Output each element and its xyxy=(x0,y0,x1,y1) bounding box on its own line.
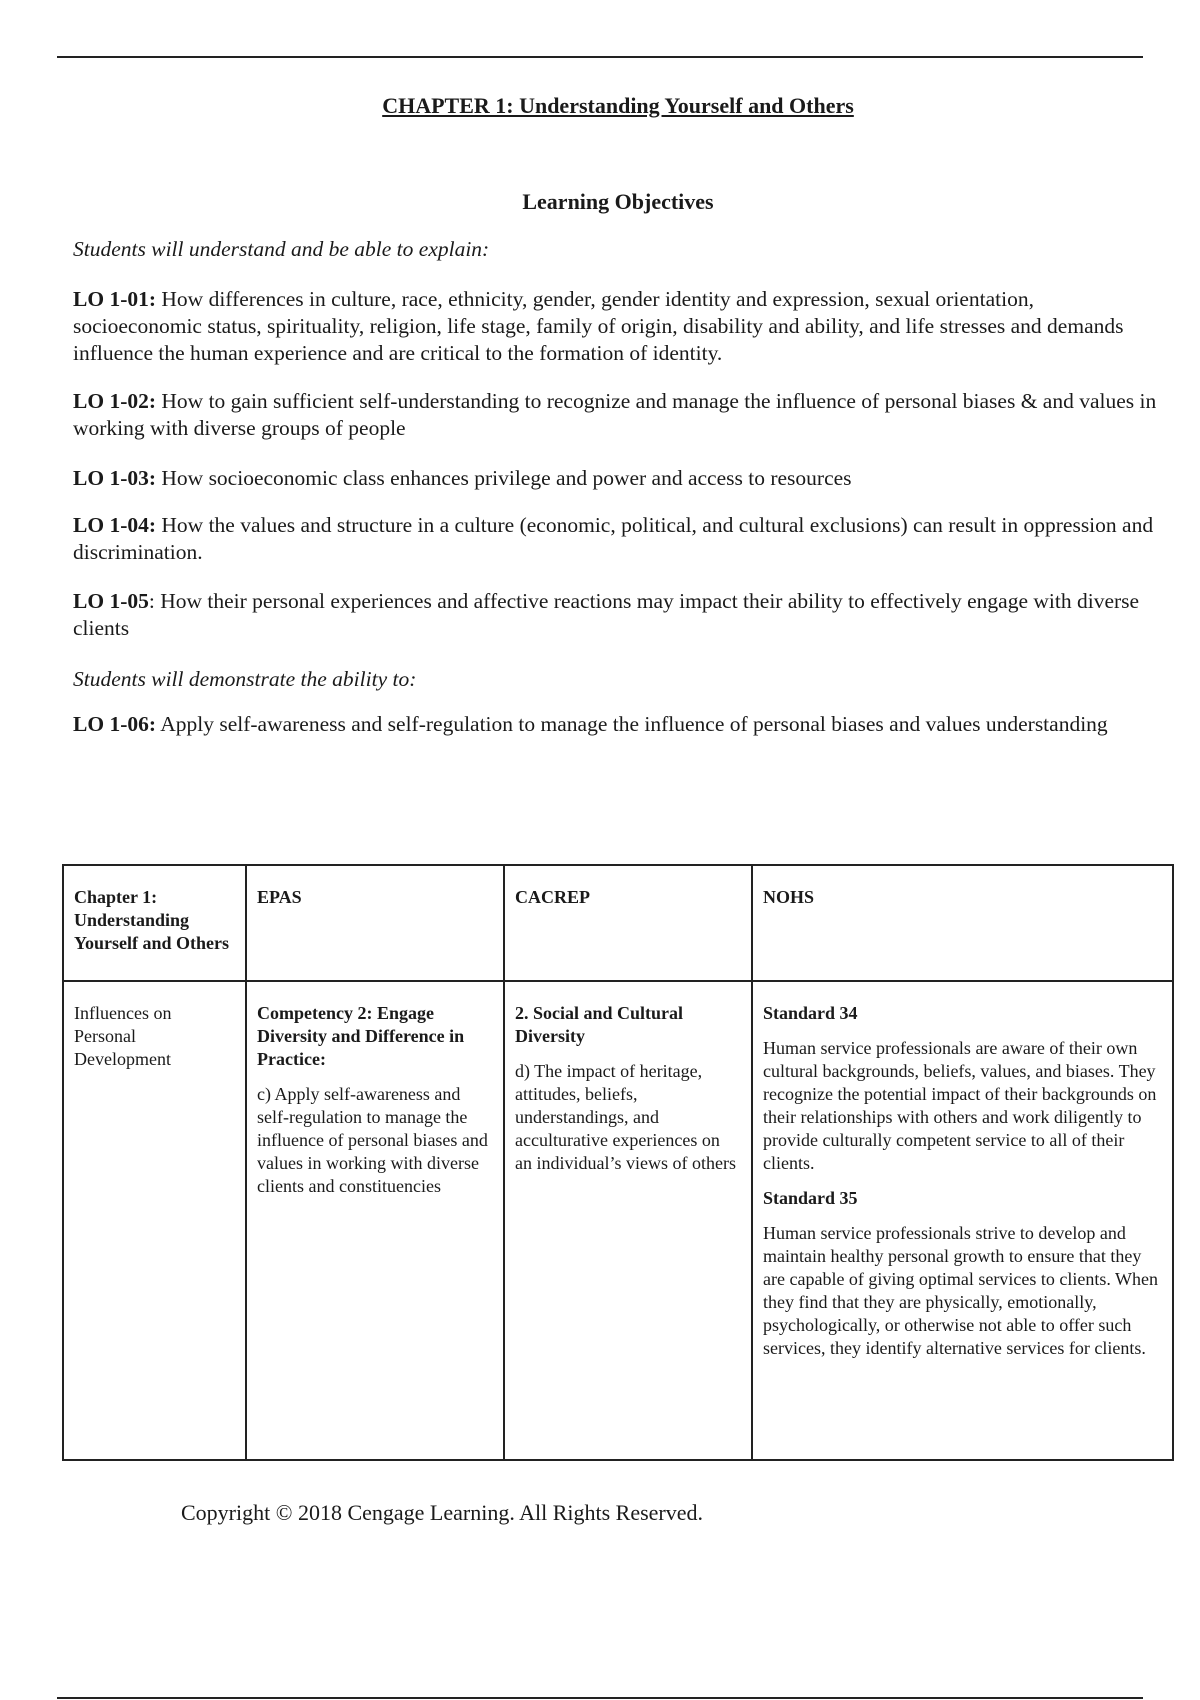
objective-code: LO 1-06: xyxy=(73,712,157,736)
objective-lo-1-02 xyxy=(73,388,1163,442)
top-rule xyxy=(57,56,1143,58)
epas-competency-title: Competency 2: Engage Diversity and Difference in Practice: xyxy=(257,1003,465,1069)
learning-objectives-heading: Learning Objectives xyxy=(522,189,714,214)
objective-code: LO 1-01: xyxy=(73,287,157,311)
cell-cacrep xyxy=(504,981,752,1460)
objective-code: LO 1-03: xyxy=(73,466,157,490)
standard-35-title: Standard 35 xyxy=(763,1188,858,1208)
objective-text: : How their personal experiences and affective reactions may impact their ability to effectively engage with diverse clients xyxy=(73,589,1140,640)
standard-34-title: Standard 34 xyxy=(763,1003,858,1023)
table-header-row xyxy=(63,865,1173,981)
cacrep-title: 2. Social and Cultural Diversity xyxy=(515,1003,684,1046)
objective-lo-1-05 xyxy=(73,588,1163,642)
cacrep-text: d) The impact of heritage, attitudes, beliefs, understandings, and acculturative experiences on an individual’s views of others xyxy=(515,1061,736,1173)
objective-lo-1-01 xyxy=(73,286,1163,367)
intro-demonstrate: Students will demonstrate the ability to: xyxy=(73,667,417,691)
objective-text: How to gain sufficient self-understanding to recognize and manage the influence of personal biases & and values in working with diverse groups of people xyxy=(73,389,1157,440)
objective-lo-1-03 xyxy=(73,465,1163,492)
intro-understand: Students will understand and be able to explain: xyxy=(73,237,490,261)
standards-table xyxy=(62,864,1174,1461)
objective-text: How differences in culture, race, ethnicity, gender, gender identity and expression, sexual orientation, socioeconomic status, spirituality, religion, life stage, family of origin, disability and ability, and life stresses and demands influence the human experience and are critical to the formation of identity. xyxy=(73,287,1124,365)
objective-text: How socioeconomic class enhances privilege and power and access to resources xyxy=(156,466,852,490)
header-chapter: Chapter 1: Understanding Yourself and Others xyxy=(63,865,246,981)
topic-text: Influences on Personal Development xyxy=(74,1003,172,1069)
objective-code: LO 1-02: xyxy=(73,389,157,413)
objective-code: LO 1-05 xyxy=(73,589,149,613)
table-row xyxy=(63,981,1173,1460)
cell-topic xyxy=(63,981,246,1460)
objective-lo-1-04 xyxy=(73,512,1163,566)
objective-code: LO 1-04: xyxy=(73,513,157,537)
objective-lo-1-06 xyxy=(73,711,1163,738)
bottom-rule xyxy=(57,1697,1143,1699)
copyright-notice: Copyright © 2018 Cengage Learning. All Rights Reserved. xyxy=(181,1500,704,1525)
standard-34-text: Human service professionals are aware of their own cultural backgrounds, beliefs, values, and biases. They recognize the potential impact of their backgrounds on their relationships with others and work diligently to provide culturally competent service to all of their clients. xyxy=(763,1038,1157,1173)
header-cacrep: CACREP xyxy=(504,865,752,981)
header-epas: EPAS xyxy=(246,865,504,981)
header-nohs: NOHS xyxy=(752,865,1173,981)
cell-epas xyxy=(246,981,504,1460)
cell-nohs xyxy=(752,981,1173,1460)
epas-competency-text: c) Apply self-awareness and self-regulation to manage the influence of personal biases and values in working with diverse clients and constituencies xyxy=(257,1084,488,1196)
standard-35-text: Human service professionals strive to develop and maintain healthy personal growth to ensure that they are capable of giving optimal services to clients. When they find that they are physically, emotionally, psychologically, or otherwise not able to offer such services, they identify alternative services for clients. xyxy=(763,1223,1159,1358)
objective-text: Apply self-awareness and self-regulation to manage the influence of personal biases and values understanding xyxy=(156,712,1108,736)
chapter-title: CHAPTER 1: Understanding Yourself and Others xyxy=(382,93,854,118)
objective-text: How the values and structure in a culture (economic, political, and cultural exclusions) can result in oppression and discrimination. xyxy=(73,513,1154,564)
